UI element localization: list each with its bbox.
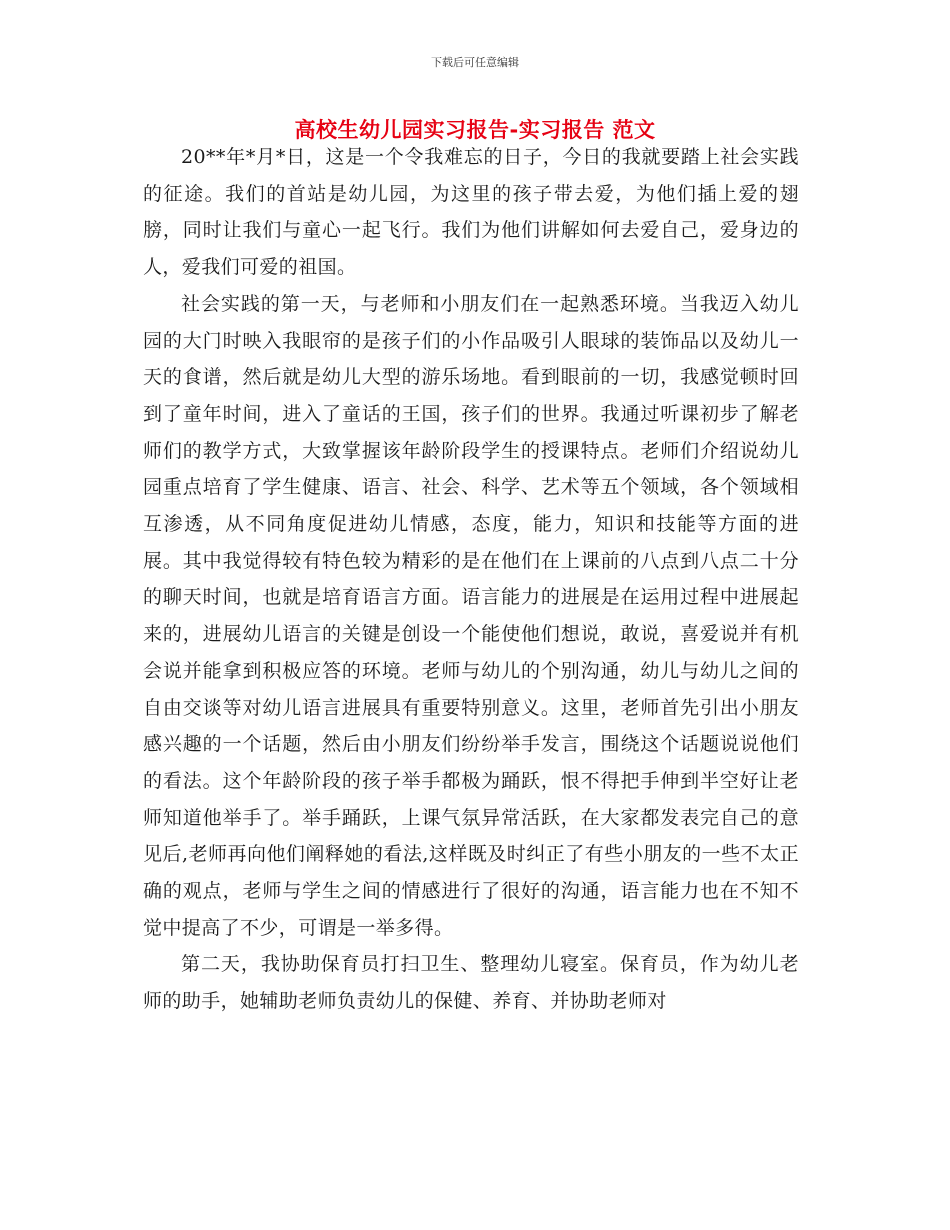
paragraph-2: 社会实践的第一天，与老师和小朋友们在一起熟悉环境。当我迈入幼儿园的大门时映入我眼帘的是孩子们的小作品吸引人眼球的装饰品以及幼儿一天的食谱，然后就是幼儿大型的游乐场地。看到眼前的一切，我感觉顿时回到了童年时间，进入了童话的王国，孩子们的世界。我通过听课初步了解老师们的教学方式，大致掌握该年龄阶段学生的授课特点。老师们介绍说幼儿园重点培育了学生健康、语言、社会、科学、艺术等五个领域，各个领域相互渗透，从不同角度促进幼儿情感，态度，能力，知识和技能等方面的进展。其中我觉得较有特色较为精彩的是在他们在上课前的八点到八点二十分的聊天时间，也就是培育语言方面。语言能力的进展是在运用过程中进展起来的，进展幼儿语言的关键是创设一个能使他们想说，敢说，喜爱说并有机会说并能拿到积极应答的环境。老师与幼儿的个别沟通，幼儿与幼儿之间的自由交谈等对幼儿语言进展具有重要特别意义。这里，老师首先引出小朋友感兴趣的一个话题，然后由小朋友们纷纷举手发言，围绕这个话题说说他们的看法。这个年龄阶段的孩子举手都极为踊跃，恨不得把手伸到半空好让老师知道他举手了。举手踊跃，上课气氛异常活跃，在大家都发表完自己的意见后,老师再向他们阐释她的看法,这样既及时纠正了有些小朋友的一些不太正确的观点，老师与学生之间的情感进行了很好的沟通，语言能力也在不知不觉中提高了不少，可谓是一举多得。 <box>143 292 799 939</box>
header-note: 下载后可任意编辑 <box>431 56 519 69</box>
document-body <box>143 139 799 1020</box>
paragraph-3: 第二天，我协助保育员打扫卫生、整理幼儿寝室。保育员，作为幼儿老师的助手，她辅助老师负责幼儿的保健、养育、并协助老师对 <box>143 953 799 1013</box>
document-title: 高校生幼儿园实习报告-实习报告 范文 <box>294 118 656 142</box>
paragraph-1: 20**年*月*日，这是一个令我难忘的日子，今日的我就要踏上社会实践的征途。我们的首站是幼儿园，为这里的孩子带去爱，为他们插上爱的翅膀，同时让我们与童心一起飞行。我们为他们讲解如何去爱自己，爱身边的人，爱我们可爱的祖国。 <box>143 146 799 279</box>
